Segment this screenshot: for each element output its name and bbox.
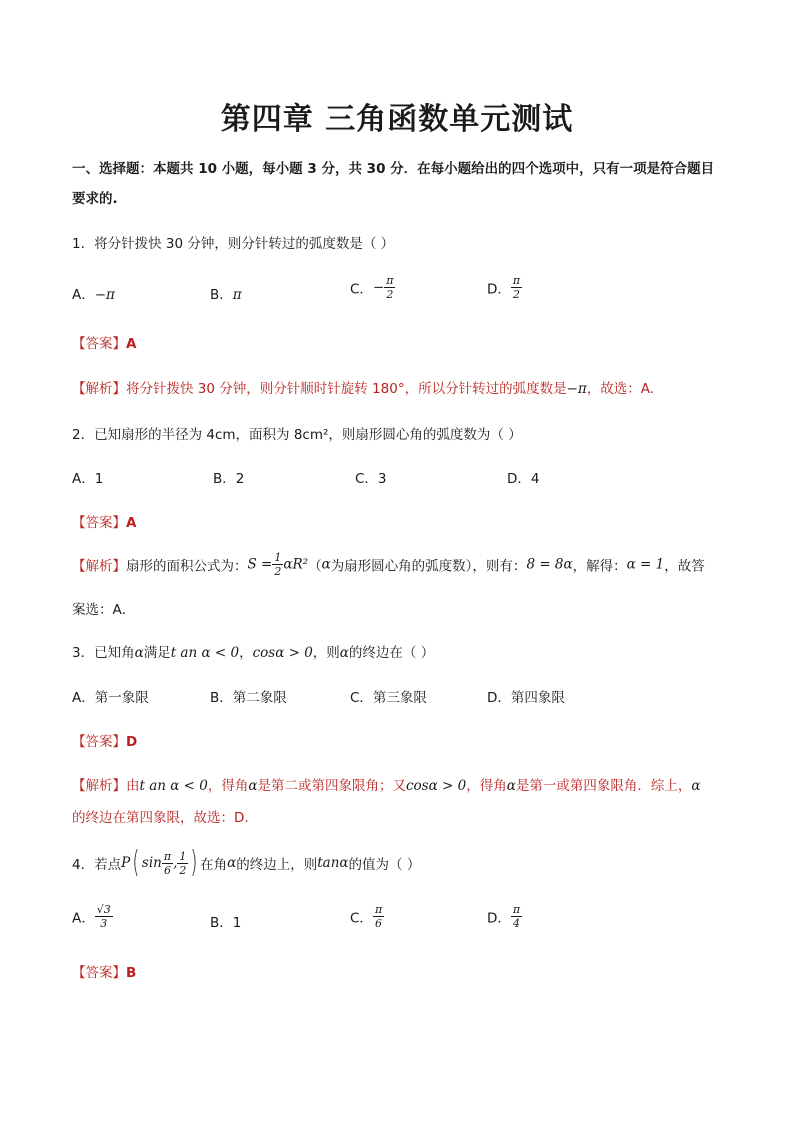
q3-stem-5: 的终边在（ ） (348, 645, 435, 661)
q2-option-d: D．4 (507, 471, 540, 487)
q3-option-a: A．第一象限 (72, 690, 149, 706)
q1-option-c-sign: − (372, 279, 385, 296)
q4-option-a-den: 3 (100, 917, 108, 930)
q4-answer-tag: 【答案】 (72, 965, 126, 981)
q1-option-a-math: −π (94, 287, 115, 303)
q4-answer (72, 961, 136, 981)
q4-stem-2: 在角 (200, 857, 228, 873)
q4-stem-4: 的值为（ ） (348, 857, 421, 873)
q4-option-a (72, 903, 113, 930)
q1-option-a-label: A． (72, 287, 95, 303)
q1-option-d (487, 274, 522, 301)
q3-stem-4: ，则 (312, 645, 340, 661)
q3-analysis-alpha-3: α (691, 778, 701, 794)
q4-option-c-den: 6 (375, 917, 383, 930)
q1-option-c-fraction (384, 274, 395, 301)
q3-stem-3: ， (239, 645, 253, 661)
q2-formula-rest: αR² (283, 556, 309, 573)
q2-eq1: 8 = 8α (526, 556, 573, 573)
q4-stem-1: 4．若点 (72, 857, 122, 873)
q4-tan: tanα (317, 855, 349, 871)
q1-option-d-den: 2 (513, 288, 521, 301)
q4-option-c-num: π (374, 903, 383, 916)
q3-analysis-a4: ，得角 (466, 778, 507, 794)
q2-analysis-text4: ，解得： (572, 558, 627, 575)
q3-stem (72, 641, 434, 661)
q1-analysis (72, 377, 654, 397)
q3-answer (72, 730, 137, 750)
q4-stem-3: 的终边上，则 (236, 857, 318, 873)
q3-analysis-cond2: cosα > 0 (405, 778, 467, 794)
q1-option-d-fraction (511, 274, 522, 301)
q2-answer (72, 511, 136, 531)
section-heading-line1: 一、选择题：本题共 10 小题，每小题 3 分，共 30 分．在每小题给出的四个选项中，只有一项是符合题目 (72, 161, 715, 177)
q2-formula-num: 1 (274, 551, 282, 564)
q4-option-d-den: 4 (513, 917, 521, 930)
q1-analysis-tag: 【解析】 (72, 381, 126, 397)
q3-stem-2: 满足 (143, 645, 171, 661)
q1-option-d-label: D． (487, 281, 511, 298)
q1-option-b-math: π (232, 287, 242, 303)
q1-option-d-num: π (512, 274, 521, 287)
q2-analysis-text5: ，故答 (664, 558, 705, 575)
q2-analysis-text1: 扇形的面积公式为： (126, 558, 248, 575)
q1-analysis-math: −π (566, 381, 587, 397)
q4-option-a-label: A． (72, 910, 95, 927)
q3-answer-value: D (126, 734, 138, 750)
q3-cond1: t an α < 0 (170, 645, 240, 661)
q4-answer-value: B (126, 965, 137, 981)
q3-alpha-2: α (339, 645, 349, 661)
q4-sin: sin (141, 855, 162, 871)
q2-answer-value: A (126, 515, 137, 531)
q4-option-a-fraction (95, 903, 113, 930)
q3-answer-tag: 【答案】 (72, 734, 126, 750)
q1-option-c-label: C． (350, 281, 373, 298)
q4-fraction-1-num: π (163, 849, 172, 863)
q4-option-d-fraction (511, 903, 522, 930)
q3-analysis-line1 (72, 774, 700, 794)
q1-option-b (210, 283, 242, 303)
q2-alpha: α (321, 556, 331, 573)
q2-analysis-text2: （ (308, 558, 322, 575)
q1-option-c-num: π (386, 274, 394, 287)
q2-formula-fraction (272, 551, 283, 578)
q2-formula-s: S = (247, 556, 273, 573)
q4-option-b: B．1 (210, 915, 242, 931)
q1-option-c (350, 274, 395, 301)
q3-option-d: D．第四象限 (487, 690, 565, 706)
q3-analysis-a2: ，得角 (207, 778, 249, 794)
q2-option-c: C．3 (355, 471, 387, 487)
q3-analysis-cond1: t an α < 0 (139, 778, 208, 794)
q1-option-c-den: 2 (386, 288, 394, 301)
q4-option-c (350, 903, 384, 930)
q4-alpha: α (227, 855, 237, 871)
q1-answer (72, 332, 136, 352)
q2-option-a: A．1 (72, 471, 104, 487)
q1-answer-value: A (126, 336, 137, 352)
q4-option-d-num: π (512, 903, 521, 916)
q2-analysis-line2: 案选：A． (72, 602, 136, 618)
q4-fraction-1 (162, 850, 173, 877)
q4-option-c-label: C． (350, 910, 373, 927)
q3-option-c: C．第三象限 (350, 690, 427, 706)
q3-analysis-alpha-1: α (248, 778, 258, 794)
q3-stem-1: 3．已知角 (72, 645, 135, 661)
q4-stem (72, 845, 421, 880)
q4-fraction-2-den: 2 (179, 863, 187, 877)
q3-cond2: cosα > 0 (252, 645, 313, 661)
q4-option-d-label: D． (487, 910, 511, 927)
section-heading-line2: 要求的. (72, 191, 118, 207)
q4-point-p: P (121, 855, 131, 871)
q2-eq2: α = 1 (626, 556, 665, 573)
q3-alpha-1: α (134, 645, 144, 661)
q4-option-a-num: √3 (96, 903, 111, 916)
q4-fraction-1-den: 6 (163, 863, 171, 877)
q2-option-b: B．2 (213, 471, 245, 487)
q4-fraction-2 (177, 850, 188, 877)
q4-option-c-fraction (373, 903, 384, 930)
q4-option-d (487, 903, 522, 930)
q4-right-paren: ) (190, 845, 198, 880)
q2-analysis-tag: 【解析】 (72, 558, 126, 575)
q3-analysis-line2: 的终边在第四象限，故选：D. (72, 810, 249, 826)
q3-analysis-a3: 是第二或第四象限角；又 (257, 778, 406, 794)
q3-analysis-tag: 【解析】 (72, 778, 126, 794)
q1-answer-tag: 【答案】 (72, 336, 126, 352)
q3-analysis-a5: 是第一或第四象限角．综上， (515, 778, 692, 794)
page-title: 第四章 三角函数单元测试 (220, 102, 574, 137)
q1-option-a (72, 283, 115, 303)
q2-analysis-text3: 为扇形圆心角的弧度数），则有： (330, 558, 527, 575)
q4-comma: , (173, 855, 178, 871)
q3-analysis-alpha-2: α (506, 778, 516, 794)
q2-stem: 2．已知扇形的半径为 4cm，面积为 8cm²，则扇形圆心角的弧度数为（ ） (72, 427, 522, 443)
q3-option-b: B．第二象限 (210, 690, 287, 706)
q3-analysis-a1: 由 (126, 778, 140, 794)
q4-left-paren: ( (132, 845, 140, 880)
q2-analysis-line1 (72, 551, 705, 578)
q4-fraction-2-num: 1 (179, 849, 187, 863)
q1-analysis-text2: ，故选：A. (586, 381, 655, 397)
q1-option-b-label: B． (210, 287, 233, 303)
q2-formula-den: 2 (274, 565, 282, 578)
q2-answer-tag: 【答案】 (72, 515, 126, 531)
q1-analysis-text1: 将分针拨快 30 分钟，则分针顺时针旋转 180°，所以分针转过的弧度数是 (126, 381, 567, 397)
q1-stem: 1．将分针拨快 30 分钟，则分针转过的弧度数是（ ） (72, 236, 395, 252)
